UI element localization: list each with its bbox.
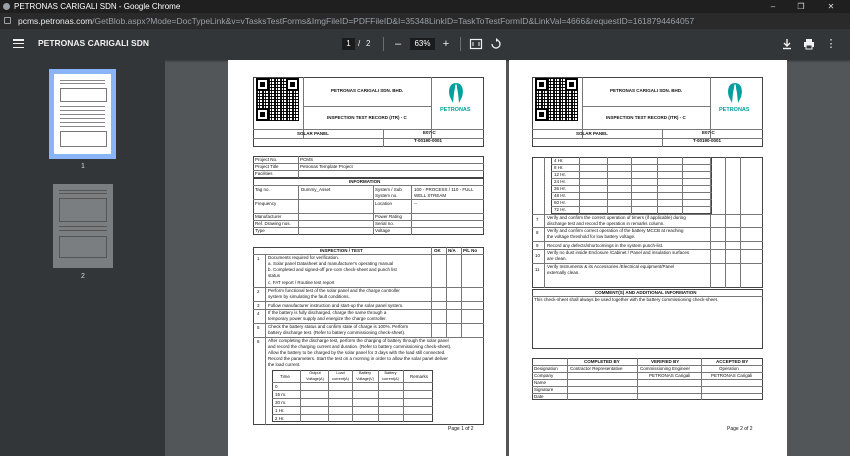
item-number: 1 (257, 256, 260, 261)
company-name: PETRONAS CARIGALI SDN. BHD. (331, 88, 404, 93)
item-text: the voltage threshold for low battery voltage. (547, 234, 636, 239)
time-cell: 1 Hr. (275, 408, 285, 413)
label: Serial no. (375, 221, 395, 226)
item-text: status (268, 273, 281, 278)
time-cell: 12 Hr. (554, 172, 567, 177)
pdf-page-2 (509, 60, 787, 456)
address-bar[interactable] (0, 13, 850, 29)
subtable-header: Time (280, 374, 290, 379)
time-cell: 60 Hr. (554, 200, 567, 205)
pdf-toolbar (0, 29, 850, 60)
qr-code (256, 78, 299, 121)
url-text[interactable]: pcms.petronas.com/GetBlob.aspx?Mode=DocTypeLink&v=vTasksTestForms&ImgFileID=PDFFileID&I=35348LinkID=TaskToTestFormID&LinkVal=4666&requestID=1618794464057 (18, 16, 695, 26)
item-number: 6 (257, 339, 260, 344)
time-cell: 4 Hr. (554, 158, 564, 163)
signoff-cell: Contractor Representative (570, 366, 623, 371)
item-text: Follow manufacturer instruction and start-up the solar panel system. (268, 303, 404, 308)
item-text: Check the battery status and confirm state of charge is 100%. Perform (268, 324, 409, 329)
minimize-button[interactable]: – (770, 2, 776, 11)
form-title: INSPECTION TEST RECORD (ITR) - C (606, 115, 686, 120)
thumbnail-label: 2 (81, 273, 85, 280)
subtable-header: Battery Voltage(V) (356, 371, 374, 381)
page-footer: Page 2 of 2 (727, 426, 753, 432)
label: Project No. (255, 157, 278, 162)
time-cell: 48 Hr. (554, 193, 567, 198)
form-number: T-00190-0001 (414, 138, 443, 143)
close-window-button[interactable]: ✕ (827, 2, 835, 11)
tag-number: Dummy_Asset (301, 187, 331, 192)
print-icon (802, 37, 816, 51)
qr-code (535, 78, 578, 121)
rotate-button[interactable] (489, 37, 503, 51)
zoom-out-button[interactable]: – (394, 38, 402, 50)
item-text: temporary power supply and energize the charge controller. (268, 316, 387, 321)
item-text: Verify and confirm the correct operation of timers (if applicable) during (547, 215, 686, 220)
label: Project Title (255, 164, 279, 169)
signoff-cell: PETRONAS Carigali (711, 373, 753, 378)
rotate-icon (489, 37, 503, 51)
menu-icon[interactable] (13, 39, 24, 48)
window-title: PETRONAS CARIGALI SDN - Google Chrome (14, 2, 181, 11)
item-text: If the battery is fully discharged, charge the same through a (268, 310, 387, 315)
time-cell: 30 m. (275, 400, 287, 405)
page-footer: Page 1 of 2 (448, 426, 474, 432)
item-text: Record any defects/shortcomings in the system punch-list. (547, 243, 664, 248)
form-code: E07-C (702, 130, 715, 135)
document-title: PETRONAS CARIGALI SDN (38, 38, 149, 48)
divider (383, 37, 384, 51)
thumbnail-page-2[interactable] (53, 184, 113, 268)
comments-header: COMMENT(S) AND ADDITIONAL INFORMATION (595, 290, 697, 295)
item-number: 11 (535, 267, 540, 272)
signoff-row-label: Date (534, 394, 544, 399)
signoff-cell: Operation (719, 366, 739, 371)
thumbnail-page-1[interactable] (49, 69, 116, 159)
item-text: a. Solar panel Datasheet and manufacturer's operating manual (268, 261, 394, 266)
signoff-row-label: Designation (534, 366, 558, 371)
inspection-header: INSPECTION / TEST (320, 248, 363, 253)
item-number: 7 (536, 217, 539, 222)
window-titlebar (0, 0, 850, 13)
ok-header: OK (434, 248, 441, 253)
time-cell: 8 Hr. (554, 165, 564, 170)
item-text: Verify no dust inside Enclosure /Cabinet / Panel and insulation surfaces (547, 250, 690, 255)
chrome-icon (3, 3, 10, 10)
label: Facilities (255, 171, 273, 176)
item-number: 5 (257, 325, 260, 330)
form-title: INSPECTION TEST RECORD (ITR) - C (327, 115, 407, 120)
item-text: Allow the battery to be charged by the solar panel for 3 days with the load still connected. (268, 350, 446, 355)
pdf-page-1 (228, 60, 506, 456)
item-text: discharge test and record the operation in remarks column. (547, 221, 665, 226)
signoff-row-label: Signature (534, 387, 554, 392)
label: Frequency (255, 201, 277, 206)
fit-page-icon (469, 37, 483, 51)
thumbnail-sidebar (0, 60, 165, 456)
equipment-name: SOLAR PANEL (297, 131, 329, 136)
time-cell: 72 Hr. (554, 207, 567, 212)
print-button[interactable] (802, 37, 816, 51)
item-number: 3 (257, 303, 260, 308)
item-text: system by simulating the fault conditions. (268, 294, 350, 299)
logo-text: PETRONAS (719, 107, 750, 113)
download-icon (780, 37, 794, 51)
item-text: Perform functional test of the solar panel and the charge controller (268, 288, 400, 293)
company-name: PETRONAS CARIGALI SDN. BHD. (610, 88, 683, 93)
page-total: 2 (366, 39, 371, 48)
item-text: Documents required for verification. (268, 255, 340, 260)
item-text: Record the parameters. Start the test on a morning in order to allow the solar panel deliver (268, 356, 448, 361)
signoff-cell: PETRONAS Carigali (649, 373, 691, 378)
subtable-header: Remarks (410, 374, 429, 379)
label: Type (255, 228, 265, 233)
form-code: E07-C (423, 130, 436, 135)
thumbnail-label: 1 (81, 163, 85, 170)
item-text: the load current. (268, 362, 301, 367)
item-text: are clean. (547, 256, 567, 261)
signoff-row-label: Company (534, 373, 554, 378)
pl-header: P/L No (463, 248, 478, 253)
label: Manufacturer (255, 214, 282, 219)
maximize-button[interactable]: ❐ (797, 2, 805, 11)
subtable-header: Battery current(A) (382, 371, 399, 381)
signoff-header: VERIFIED BY (651, 359, 680, 364)
item-text: Verify Instruments & its Accessories /Electrical equipment/Panel (547, 264, 675, 269)
system-sub: 100 - PROCESS / 110 - FULL (414, 187, 474, 192)
project-title: Petronas Template Project (300, 164, 353, 169)
subtable-header: Load current(A) (332, 371, 349, 381)
label: System no. (375, 193, 398, 198)
system-number: WELL STREAM (414, 193, 447, 198)
download-button[interactable] (780, 37, 794, 51)
item-number: 10 (535, 253, 541, 258)
logo-text: PETRONAS (440, 107, 471, 113)
item-text: b. Completed and signed-off pre-com check-sheet and punch list (268, 267, 397, 272)
signoff-cell: Commissioning Engineer (640, 366, 691, 371)
time-cell: 15 m. (275, 392, 287, 397)
subtable-header: Output Voltage(A) (306, 371, 324, 381)
item-text: After completing the discharge test, perform the charging of battery through the solar panel (268, 338, 449, 343)
location: -- (414, 201, 417, 206)
zoom-in-button[interactable]: + (442, 38, 450, 50)
comments-text: This check-sheet shall always be used together with the battery commissioning check-sheet. (534, 297, 719, 302)
item-text: externally clean. (547, 270, 580, 275)
item-text: Verify and confirm correct operation of the battery MCCB at reaching (547, 228, 684, 233)
time-cell: 24 Hr. (554, 179, 567, 184)
label: Ref. Drawing nos. (255, 221, 291, 226)
page-number-input[interactable]: 1 (342, 38, 355, 50)
item-text: battery discharge test. (Refer to battery commissioning check-sheet). (268, 330, 406, 335)
item-text: and record the charging current and duration. (Refer to battery commissioning check-sheet). (268, 344, 452, 349)
label: Voltage (375, 228, 391, 233)
signoff-header: COMPLETED BY (584, 359, 620, 364)
petronas-logo-icon (724, 81, 746, 105)
signoff-header: ACCEPTED BY (716, 359, 749, 364)
zoom-input[interactable]: 63% (410, 38, 435, 50)
label: Tag no. (255, 187, 270, 192)
item-number: 9 (536, 243, 539, 248)
divider (460, 37, 461, 51)
information-header: INFORMATION (349, 179, 381, 184)
fit-page-button[interactable] (469, 37, 483, 51)
time-cell: 0 (275, 384, 278, 389)
equipment-name: SOLAR PANEL (576, 131, 608, 136)
more-actions-button[interactable]: ⋮ (825, 38, 837, 50)
label: System / Sub (375, 187, 402, 192)
project-number: PCMS (300, 157, 314, 162)
na-header: N/A (448, 248, 456, 253)
item-number: 8 (536, 230, 539, 235)
project-block (253, 156, 484, 178)
petronas-logo-icon (445, 81, 467, 105)
time-cell: 36 Hr. (554, 186, 567, 191)
label: Power Rating (375, 214, 403, 219)
label: Location (375, 201, 393, 206)
form-number: T-00190-0001 (693, 138, 722, 143)
lock-icon (4, 17, 11, 24)
page-separator: / (358, 39, 361, 48)
item-text: c. FAT report / Routine test report (268, 280, 335, 285)
time-cell: 2 Hr. (275, 416, 285, 421)
item-number: 4 (257, 311, 260, 316)
item-number: 2 (257, 289, 260, 294)
signoff-row-label: Name (534, 380, 547, 385)
